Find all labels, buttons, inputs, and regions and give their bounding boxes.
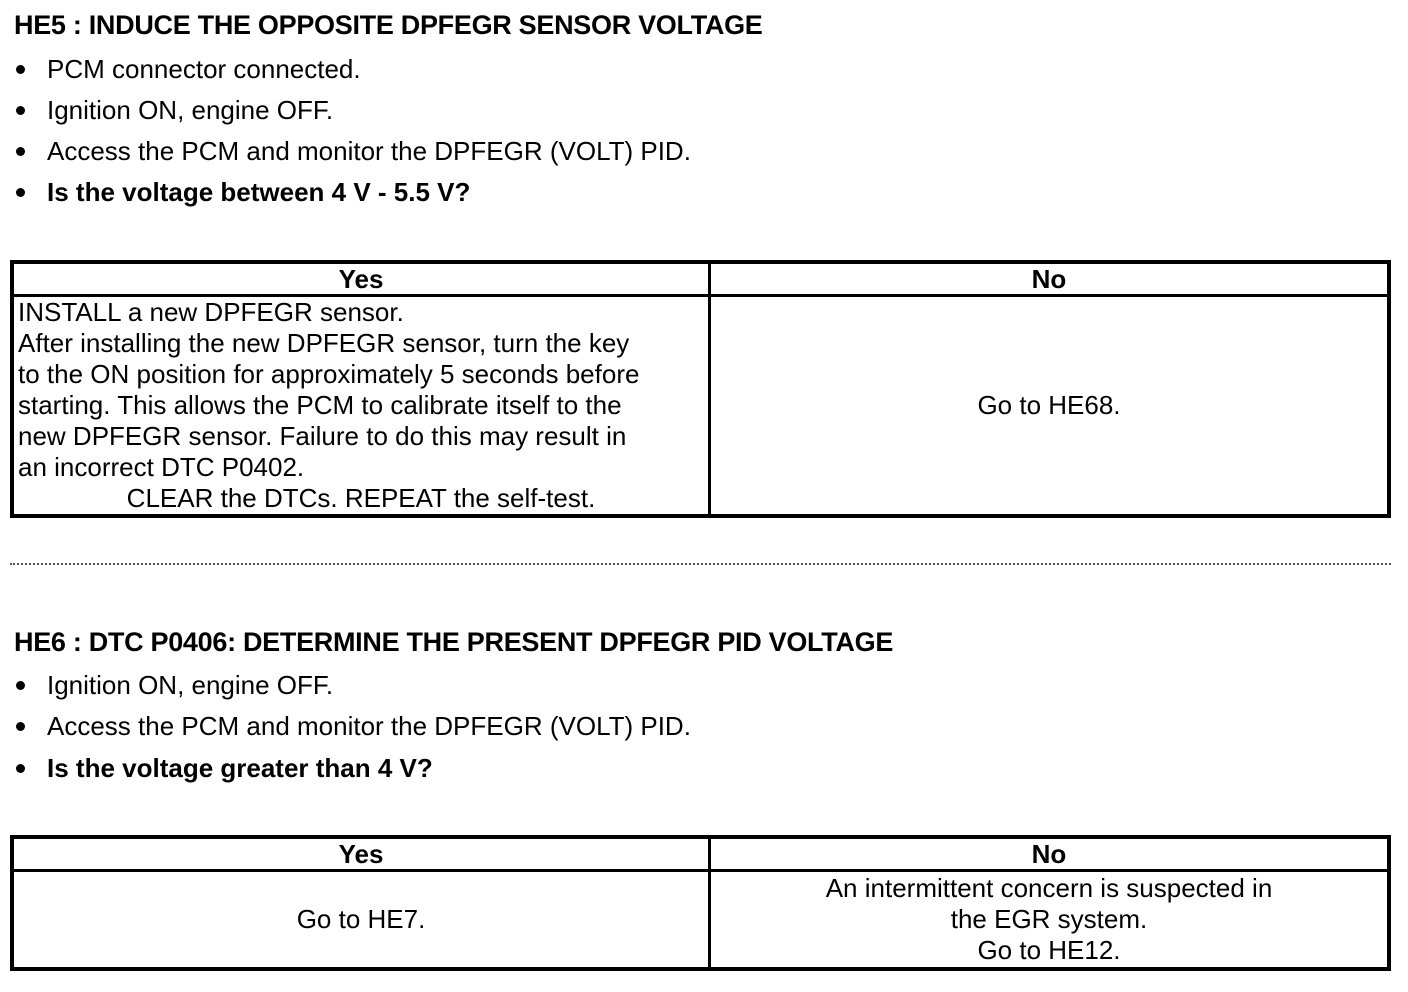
he6-step-1 (14, 670, 333, 701)
bullet-icon (16, 188, 25, 197)
bullet-icon (16, 106, 25, 115)
he6-yes-cell: Go to HE7. (12, 871, 710, 969)
he6-no-line-3: Go to HE12. (977, 934, 1121, 965)
he6-no-cell (710, 871, 1390, 969)
he6-yes-header: Yes (12, 837, 710, 871)
he6-heading: HE6 : DTC P0406: DETERMINE THE PRESENT DPFEGR PID VOLTAGE (14, 627, 894, 657)
he5-yes-line-6: an incorrect DTC P0402. (18, 452, 305, 482)
he5-question-text: Is the voltage between 4 V - 5.5 V? (47, 177, 471, 207)
he5-step-1 (14, 54, 361, 85)
bullet-icon (16, 764, 25, 773)
he6-no-line-2: the EGR system. (950, 903, 1148, 934)
section-divider (10, 563, 1391, 565)
he5-yes-header: Yes (12, 262, 710, 296)
he5-result-table (10, 260, 1391, 518)
he5-step-1-text: PCM connector connected. (47, 54, 361, 84)
he5-yes-line-5: new DPFEGR sensor. Failure to do this may result in (18, 421, 627, 451)
bullet-icon (16, 147, 25, 156)
he6-step-2 (14, 711, 691, 742)
he5-no-cell: Go to HE68. (710, 296, 1390, 517)
he5-step-2-text: Ignition ON, engine OFF. (47, 95, 334, 125)
he6-no-line-1: An intermittent concern is suspected in (825, 872, 1273, 903)
he6-no-header: No (710, 837, 1390, 871)
he5-step-2 (14, 95, 333, 126)
he5-step-3 (14, 136, 691, 167)
he5-yes-cell (12, 296, 710, 517)
he5-yes-line-2: After installing the new DPFEGR sensor, turn the key (18, 328, 630, 358)
he5-step-3-text: Access the PCM and monitor the DPFEGR (VOLT) PID. (47, 136, 691, 166)
he6-step-2-text: Access the PCM and monitor the DPFEGR (VOLT) PID. (47, 711, 691, 741)
bullet-icon (16, 722, 25, 731)
he6-result-table (10, 835, 1391, 971)
he5-no-header: No (710, 262, 1390, 296)
he5-yes-line-3: to the ON position for approximately 5 seconds before (18, 359, 640, 389)
he5-yes-line-7: CLEAR the DTCs. REPEAT the self-test. (126, 483, 596, 513)
he6-question-text: Is the voltage greater than 4 V? (47, 753, 433, 783)
he5-heading: HE5 : INDUCE THE OPPOSITE DPFEGR SENSOR VOLTAGE (14, 10, 763, 40)
he5-yes-line-1: INSTALL a new DPFEGR sensor. (18, 297, 404, 327)
he6-question (14, 753, 433, 784)
he5-yes-line-4: starting. This allows the PCM to calibrate itself to the (18, 390, 622, 420)
he6-step-1-text: Ignition ON, engine OFF. (47, 670, 334, 700)
bullet-icon (16, 681, 25, 690)
bullet-icon (16, 65, 25, 74)
he5-question (14, 177, 470, 208)
